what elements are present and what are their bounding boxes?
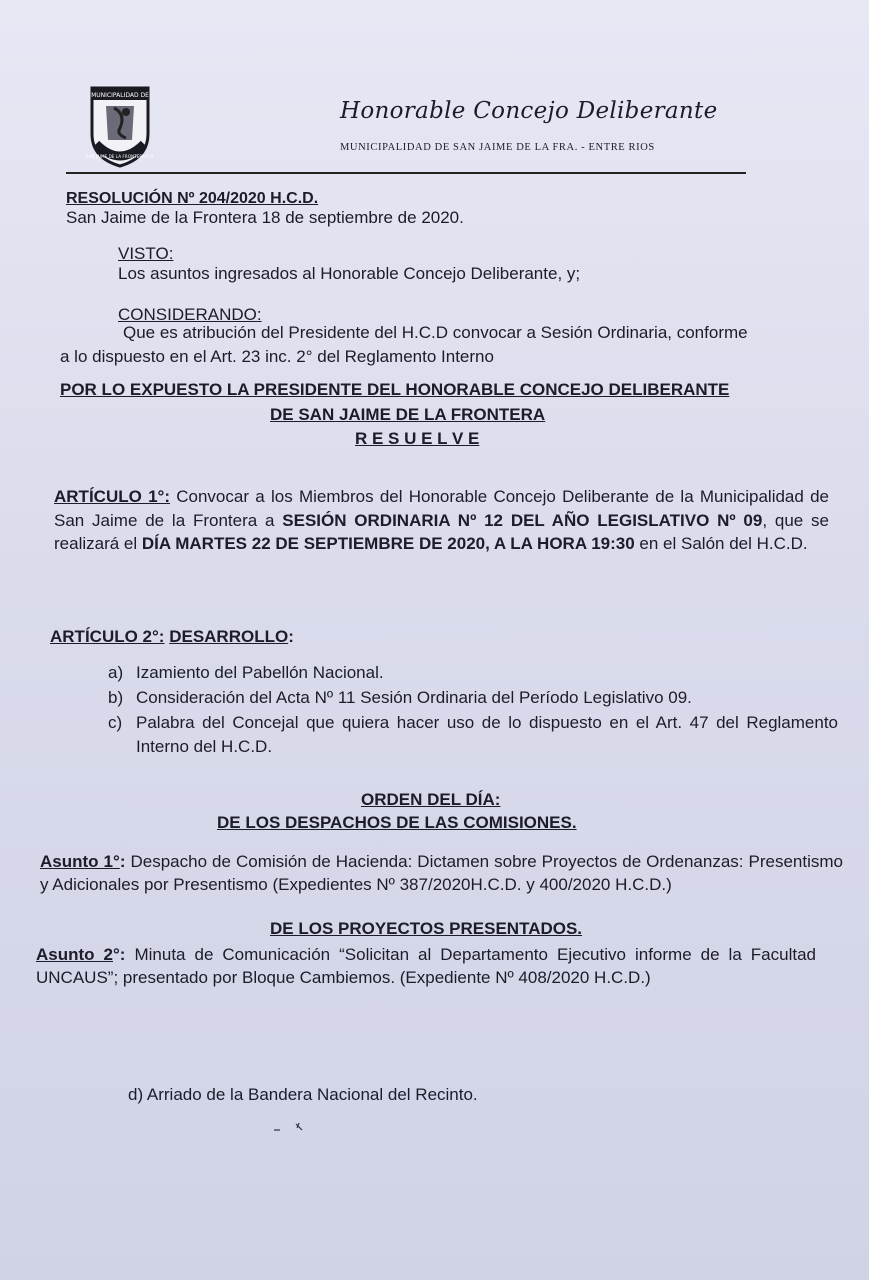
visto-text: Los asuntos ingresados al Honorable Concejo Deliberante, y; <box>118 264 581 283</box>
resolution-place-date: San Jaime de la Frontera 18 de septiembre de 2020. <box>66 208 464 227</box>
articulo-1-text-b: , que se realizará el <box>54 510 829 553</box>
list-item-text: Izamiento del Pabellón Nacional. <box>136 663 384 682</box>
asunto-1-paragraph <box>40 850 843 896</box>
articulo-1-date-time: DÍA MARTES 22 DE SEPTIEMBRE DE 2020, A LA HORA 19:30 <box>141 534 635 553</box>
asunto-2-label: Asunto 2 <box>36 945 113 964</box>
pen-mark <box>272 1120 306 1134</box>
articulo-2-heading <box>50 626 294 648</box>
resuelve-heading: R E S U E L V E <box>355 429 480 448</box>
articulo-1-text-c: en el Salón del H.C.D. <box>634 534 808 553</box>
council-subtitle: MUNICIPALIDAD DE SAN JAIME DE LA FRA. - ENTRE RIOS <box>340 142 655 153</box>
articulo-2-colon: : <box>288 627 294 646</box>
articulo-1-text-a: Convocar a los Miembros del Honorable Concejo Deliberante de la Municipalidad de San Jaime de la Frontera a <box>54 487 830 530</box>
articulo-1-session: SESIÓN ORDINARIA Nº 12 DEL AÑO LEGISLATIVO Nº 09 <box>282 510 763 530</box>
articulo-2-label: ARTÍCULO 2°: <box>50 627 165 646</box>
despachos-heading: DE LOS DESPACHOS DE LAS COMISIONES. <box>217 813 577 832</box>
list-item-text: Palabra del Concejal que quiera hacer uso de lo dispuesto en el Art. 47 del Reglamento Interno del H.C.D. <box>136 713 838 756</box>
crest-text-top: MUNICIPALIDAD DE <box>91 92 149 99</box>
asunto-2-paragraph <box>36 943 816 989</box>
considerando-line2: a lo dispuesto en el Art. 23 inc. 2° del Reglamento Interno <box>60 347 494 366</box>
considerando-line1: Que es atribución del Presidente del H.C.D convocar a Sesión Ordinaria, conforme <box>123 323 748 342</box>
municipal-crest-logo <box>86 84 154 168</box>
asunto-2-degree: °: <box>113 945 126 964</box>
list-item-text: Consideración del Acta Nº 11 Sesión Ordinaria del Período Legislativo 09. <box>136 688 692 707</box>
asunto-2-text: Minuta de Comunicación “Solicitan al Departamento Ejecutivo informe de la Facultad UNCAUS”; presentado por Bloque Cambiemos. (Expediente Nº 408/2020 H.C.D.) <box>36 945 816 987</box>
header-divider <box>66 172 746 174</box>
asunto-1-colon: : <box>119 852 126 871</box>
proyectos-heading: DE LOS PROYECTOS PRESENTADOS. <box>270 919 583 938</box>
list-item-letter: b) <box>108 688 124 707</box>
asunto-1-text: Despacho de Comisión de Hacienda: Dictamen sobre Proyectos de Ordenanzas: Presentismo y Adicionales por Presentismo (Expedientes Nº 387/2020H.C.D. y 400/2020 H.C.D.) <box>40 852 843 894</box>
considerando-heading: CONSIDERANDO: <box>118 305 262 324</box>
asunto-1-label: Asunto 1° <box>40 852 120 871</box>
articulo-2-sublabel: DESARROLLO <box>169 627 289 646</box>
resolution-number: RESOLUCIÓN Nº 204/2020 H.C.D. <box>66 190 319 207</box>
crest-text-bottom: SAN JAIME DE LA FRONTERA E.R. <box>86 154 154 159</box>
closing-item-d: d) Arriado de la Bandera Nacional del Recinto. <box>128 1085 478 1104</box>
list-item-letter: c) <box>108 713 123 732</box>
list-item-letter: a) <box>108 663 124 682</box>
articulo-1-label: ARTÍCULO 1°: <box>54 487 170 506</box>
por-lo-expuesto-line1: POR LO EXPUESTO LA PRESIDENTE DEL HONORABLE CONCEJO DELIBERANTE <box>60 380 730 399</box>
visto-heading: VISTO: <box>118 244 174 263</box>
orden-del-dia-heading: ORDEN DEL DÍA: <box>361 790 501 809</box>
council-title: Honorable Concejo Deliberante <box>340 98 718 124</box>
articulo-1-paragraph <box>54 485 829 556</box>
por-lo-expuesto-line2: DE SAN JAIME DE LA FRONTERA <box>270 405 546 424</box>
